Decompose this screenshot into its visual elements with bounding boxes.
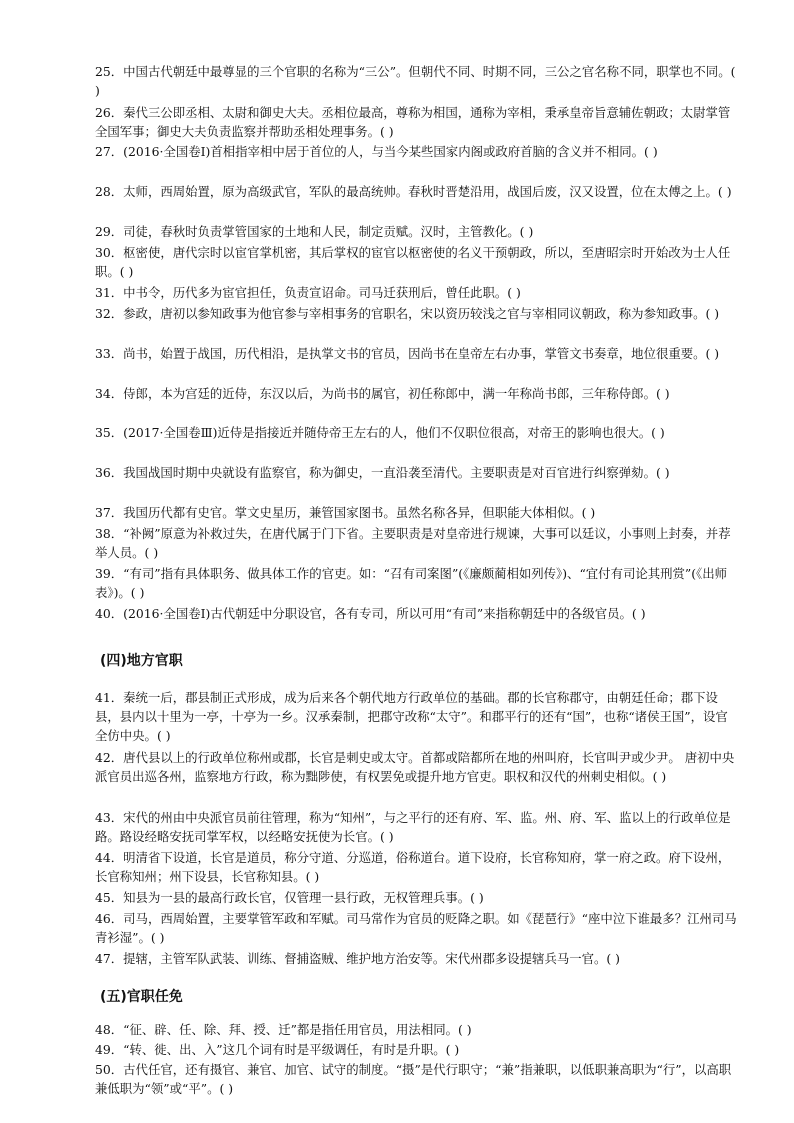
question-35: 35．(2017·全国卷Ⅲ)近侍是指接近并随侍帝王左右的人，他们不仅职位很高，对帝王的影响也很大。( ) (95, 425, 665, 440)
question-34: 34．侍郎，本为宫廷的近侍，东汉以后，为尚书的属官，初任称郎中，满一年称尚书郎，三年称侍郎。( ) (95, 386, 670, 401)
question-25: 25．中国古代朝廷中最尊显的三个官职的名称为“三公”。但朝代不同、时期不同，三公之官名称不同，职掌也不同。( ) (95, 64, 736, 98)
question-31: 31．中书令，历代多为宦官担任，负责宣诏命。司马迁获刑后，曾任此职。( ) (95, 285, 521, 300)
question-49: 49．“转、徙、出、入”这几个词有时是平级调任，有时是升职。( ) (95, 1042, 460, 1057)
question-26: 26．秦代三公即丞相、太尉和御史大夫。丞相位最高，尊称为相国，通称为宰相，秉承皇帝旨意辅佐朝政；太尉掌管全国军事；御史大夫负责监察并帮助丞相处理事务。( ) (95, 105, 731, 139)
question-48: 48．“征、辟、任、除、拜、授、迁”都是指任用官员，用法相同。( ) (95, 1022, 472, 1037)
question-42: 42．唐代县以上的行政单位称州或郡，长官是刺史或太守。首都或陪都所在地的州叫府，长官叫尹或少尹。 唐初中央派官员出巡各州，监察地方行政，称为黜陟使，有权罢免或提升地方官吏。职权和汉代的州刺史相似。( ) (95, 750, 735, 784)
question-36: 36．我国战国时期中央就设有监察官，称为御史，一直沿袭至清代。主要职责是对百官进行纠察弹劾。( ) (95, 465, 670, 480)
question-37: 37．我国历代都有史官。掌文史星历，兼管国家图书。虽然名称各异，但职能大体相似。( ) (95, 505, 596, 520)
question-44: 44．明清省下设道，长官是道员，称分守道、分巡道，俗称道台。道下设府，长官称知府，掌一府之政。府下设州，长官称知州；州下设县，长官称知县。( ) (95, 850, 731, 884)
question-29: 29．司徒，春秋时负责掌管国家的土地和人民，制定贡赋。汉时，主管教化。( ) (95, 224, 534, 239)
question-39: 39．“有司”指有具体职务、做具体工作的官吏。如：“召有司案图”(《廉颇蔺相如列传》)、“宜付有司论其刑赏”(《出师表》)。( ) (95, 566, 728, 600)
question-43: 43．宋代的州由中央派官员前往管理，称为“知州”，与之平行的还有府、军、监。州、府、军、监以上的行政单位是路。路设经略安抚司掌军权，以经略安抚使为长官。( ) (95, 810, 731, 844)
question-40: 40．(2016·全国卷Ⅰ)古代朝廷中分职设官，各有专司，所以可用“有司”来指称朝廷中的各级官员。( ) (95, 606, 646, 621)
question-32: 32．参政，唐初以参知政事为他官参与宰相事务的官职名，宋以资历较浅之官与宰相同议朝政，称为参知政事。( ) (95, 306, 720, 321)
question-27: 27．(2016·全国卷Ⅰ)首相指宰相中居于首位的人，与当今某些国家内阁或政府首脑的含义并不相同。( ) (95, 144, 658, 159)
section-heading-appointments: (五)官职任免 (100, 989, 183, 1005)
question-50: 50．古代任官，还有摄官、兼官、加官、试守的制度。“摄”是代行职守；“兼”指兼职，以低职兼高职为“行”，以高职兼低职为“领”或“平”。( ) (95, 1062, 732, 1096)
question-38: 38．“补阙”原意为补救过失，在唐代属于门下省。主要职责是对皇帝进行规谏，大事可以廷议，小事则上封奏，并荐举人员。( ) (95, 526, 731, 560)
question-33: 33．尚书，始置于战国，历代相沿，是执掌文书的官员，因尚书在皇帝左右办事，掌管文书奏章，地位很重要。( ) (95, 346, 720, 361)
question-46: 46．司马，西周始置，主要掌管军政和军赋。司马常作为官员的贬降之职。如《琵琶行》“座中泣下谁最多？江州司马青衫湿”。( ) (95, 911, 737, 945)
question-47: 47．提辖，主管军队武装、训练、督捕盗贼、维护地方治安等。宋代州郡多设提辖兵马一官。( ) (95, 951, 621, 966)
question-41: 41．秦统一后，郡县制正式形成，成为后来各个朝代地方行政单位的基础。郡的长官称郡守，由朝廷任命；郡下设县，县内以十里为一亭，十亭为一乡。汉承秦制，把郡守改称“太守”。和郡平行的还有“国”，也称“诸侯王国”，设官全仿中央。( ) (95, 690, 728, 743)
question-45: 45．知县为一县的最高行政长官，仅管理一县行政，无权管理兵事。( ) (95, 890, 484, 905)
section-heading-local-offices: (四)地方官职 (100, 653, 183, 669)
question-28: 28．太师，西周始置，原为高级武官，军队的最高统帅。春秋时晋楚沿用，战国后废，汉又设置，位在太傅之上。( ) (95, 184, 732, 199)
question-30: 30．枢密使，唐代宗时以宦官掌机密，其后掌权的宦官以枢密使的名义干预朝政，所以，至唐昭宗时开始改为士人任职。( ) (95, 245, 731, 279)
